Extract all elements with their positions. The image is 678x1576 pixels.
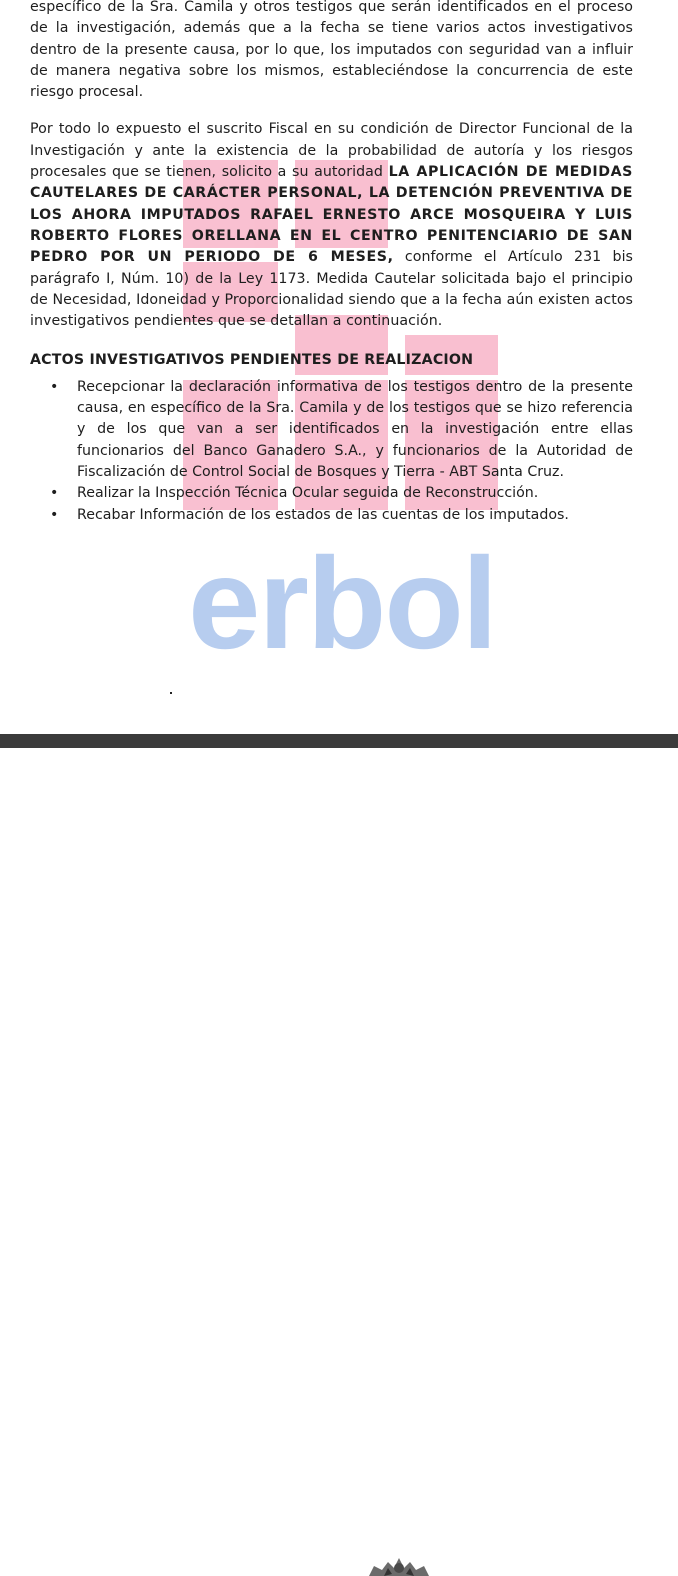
request-rest: conforme el Artículo 231 bis parágrafo I, Núm. 10) de la Ley 1173. Medida Cautelar solicitada bajo el principio de Necesidad, Idoneidad y Proporcionalidad siendo que a la fecha aún existen actos investigativos pendientes que se detallan a continuación.: [30, 249, 633, 330]
watermark-text: erbol: [188, 530, 496, 676]
coat-of-arms-icon: [364, 1556, 434, 1576]
pending-acts-list: [30, 377, 633, 526]
list-item: • Recabar Información de los estados de las cuentas de los imputados.: [77, 505, 633, 526]
page-divider: [0, 734, 678, 748]
list-item: • Realizar la Inspección Técnica Ocular seguida de Reconstrucción.: [77, 483, 633, 504]
paragraph-request: [30, 119, 633, 332]
section-heading: ACTOS INVESTIGATIVOS PENDIENTES DE REALIZACION: [30, 352, 474, 369]
request-intro: Por todo lo expuesto el suscrito Fiscal en su condición de Director Funcional de la Investigación y ante la existencia de la probabilidad de autoría y los riesgos procesales que se tienen, solicito a su autoridad: [30, 121, 633, 181]
document-page: [0, 0, 678, 734]
next-page: [0, 748, 678, 828]
list-item: • Recepcionar la declaración informativa de los testigos dentro de la presente causa, en específico de la Sra. Camila y de los testigos que se hizo referencia y de los que van a ser identificados en la investigación entre ellas funcionarios del Banco Ganadero S.A., y funcionarios de la Autoridad de Fiscalización de Control Social de Bosques y Tierra - ABT Santa Cruz.: [77, 377, 633, 483]
paragraph-risk: específico de la Sra. Camila y otros testigos que serán identificados en el proceso de la investigación, además que a la fecha se tiene varios actos investigativos dentro de la presente causa, por lo que, los imputados con seguridad van a influir de manera negativa sobre los mismos, estableciéndose la concurrencia de este riesgo procesal.: [30, 0, 633, 101]
stray-mark: [170, 692, 172, 694]
request-bold: LA APLICACIÓN DE MEDIDAS CAUTELARES DE CARÁCTER PERSONAL, LA DETENCIÓN PREVENTIVA DE LOS AHORA IMPUTADOS RAFAEL ERNESTO ARCE MOSQUEIRA Y LUIS ROBERTO FLORES ORELLANA EN EL CENTRO PENITENCIARIO DE SAN PEDRO POR UN PERIODO DE 6 MESES,: [30, 164, 633, 266]
document-body: [30, 0, 633, 526]
